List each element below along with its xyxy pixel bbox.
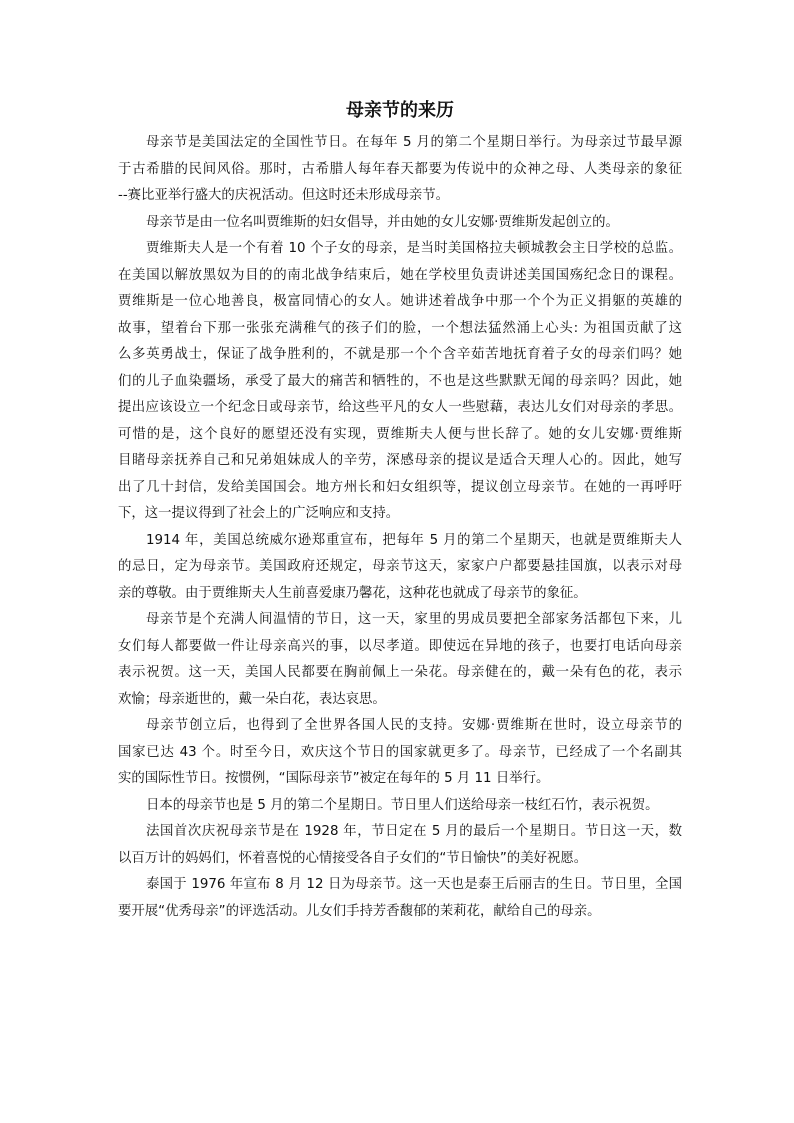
text-line: 表示祝贺。这一天，美国人民都要在胸前佩上一朵花。母亲健在的，戴一朵有色的花，表示 (118, 665, 682, 680)
paragraph (118, 236, 682, 528)
text-line: 于古希腊的民间风俗。那时，古希腊人每年春天都要为传说中的众神之母、人类母亲的象征 (118, 161, 682, 177)
text-line: 亲的尊敬。由于贾维斯夫人生前喜爱康乃馨花，这种花也就成了母亲节的象征。 (118, 585, 587, 601)
text-line: 母亲节是美国法定的全国性节日。在每年 5 月的第二个星期日举行。为母亲过节最早源 (146, 135, 682, 150)
text-line: 1914 年，美国总统威尔逊郑重宣布，把每年 5 月的第二个星期天，也就是贾维斯夫人 (146, 532, 682, 548)
text-line: 母亲节创立后，也得到了全世界各国人民的支持。安娜·贾维斯在世时，设立母亲节的 (146, 718, 682, 733)
text-line: 日本的母亲节也是 5 月的第二个星期日。节日里人们送给母亲一枝红石竹，表示祝贺。 (146, 797, 659, 813)
text-line: 以百万计的妈妈们，怀着喜悦的心情接受各自子女们的“节日愉快”的美好祝愿。 (118, 850, 588, 866)
text-line: 么多英勇战士，保证了战争胜利的，不就是那一个个含辛茹苦地抚育着子女的母亲们吗？她 (118, 347, 682, 362)
text-line: 实的国际性节日。按惯例，“国际母亲节”被定在每年的 5 月 11 日举行。 (118, 771, 550, 786)
text-line: 提出应该设立一个纪念日或母亲节，给这些平凡的女人一些慰藉，表达儿女们对母亲的孝思。 (118, 400, 682, 415)
document-title: 母亲节的来历 (346, 100, 454, 121)
text-line: 在美国以解放黑奴为目的的南北战争结束后，她在学校里负责讲述美国国殇纪念日的课程。 (118, 267, 682, 283)
text-line: 女们每人都要做一件让母亲高兴的事，以尽孝道。即使远在异地的孩子，也要打电话向母亲 (118, 638, 682, 654)
text-line: 要开展“优秀母亲”的评选活动。儿女们手持芳香馥郁的茉莉花，献给自己的母亲。 (118, 903, 601, 919)
text-line: 国家已达 43 个。时至今日，欢庆这个节日的国家就更多了。母亲节，已经成了一个名副其 (118, 744, 682, 760)
text-line: 母亲节是由一位名叫贾维斯的妇女倡导，并由她的女儿安娜·贾维斯发起创立的。 (146, 214, 619, 230)
paragraph (118, 713, 682, 793)
text-line: 目睹母亲抚养自己和兄弟姐妹成人的辛劳，深感母亲的提议是适合天理人心的。因此，她写 (118, 453, 682, 468)
paragraph (118, 819, 682, 872)
text-line: 贾维斯是一位心地善良，极富同情心的女人。她讲述着战争中那一个个为正义捐躯的英雄的 (118, 294, 682, 309)
paragraph (118, 210, 682, 237)
text-line: 泰国于 1976 年宣布 8 月 12 日为母亲节。这一天也是泰王后丽吉的生日。节日里，全国 (146, 877, 682, 892)
text-line: 贾维斯夫人是一个有着 10 个子女的母亲，是当时美国格拉夫顿城教会主日学校的总监。 (146, 241, 682, 256)
paragraph (118, 528, 682, 608)
text-line: --赛比亚举行盛大的庆祝活动。但这时还未形成母亲节。 (118, 188, 450, 203)
document-body (118, 130, 682, 925)
paragraph (118, 872, 682, 925)
text-line: 母亲节是个充满人间温情的节日，这一天，家里的男成员要把全部家务活都包下来，儿 (146, 612, 682, 627)
paragraph (118, 793, 682, 820)
text-line: 下，这一提议得到了社会上的广泛响应和支持。 (118, 506, 400, 521)
text-line: 们的儿子血染疆场，承受了最大的痛苦和牺牲的，不也是这些默默无闻的母亲吗？因此，她 (118, 373, 682, 389)
text-line: 出了几十封信，发给美国国会。地方州长和妇女组织等，提议创立母亲节。在她的一再呼吁 (118, 479, 682, 495)
text-line: 的忌日，定为母亲节。美国政府还规定，母亲节这天，家家户户都要悬挂国旗，以表示对母 (118, 559, 682, 574)
text-line: 故事，望着台下那一张张充满稚气的孩子们的脸，一个想法猛然涌上心头: 为祖国贡献了这 (118, 320, 682, 336)
text-line: 欢愉；母亲逝世的，戴一朵白花，表达哀思。 (118, 691, 386, 707)
text-line: 法国首次庆祝母亲节是在 1928 年，节日定在 5 月的最后一个星期日。节日这一天，数 (146, 824, 682, 839)
document-page (118, 96, 682, 925)
paragraph (118, 607, 682, 713)
paragraph (118, 130, 682, 210)
text-line: 可惜的是，这个良好的愿望还没有实现，贾维斯夫人便与世长辞了。她的女儿安娜·贾维斯 (118, 426, 682, 442)
